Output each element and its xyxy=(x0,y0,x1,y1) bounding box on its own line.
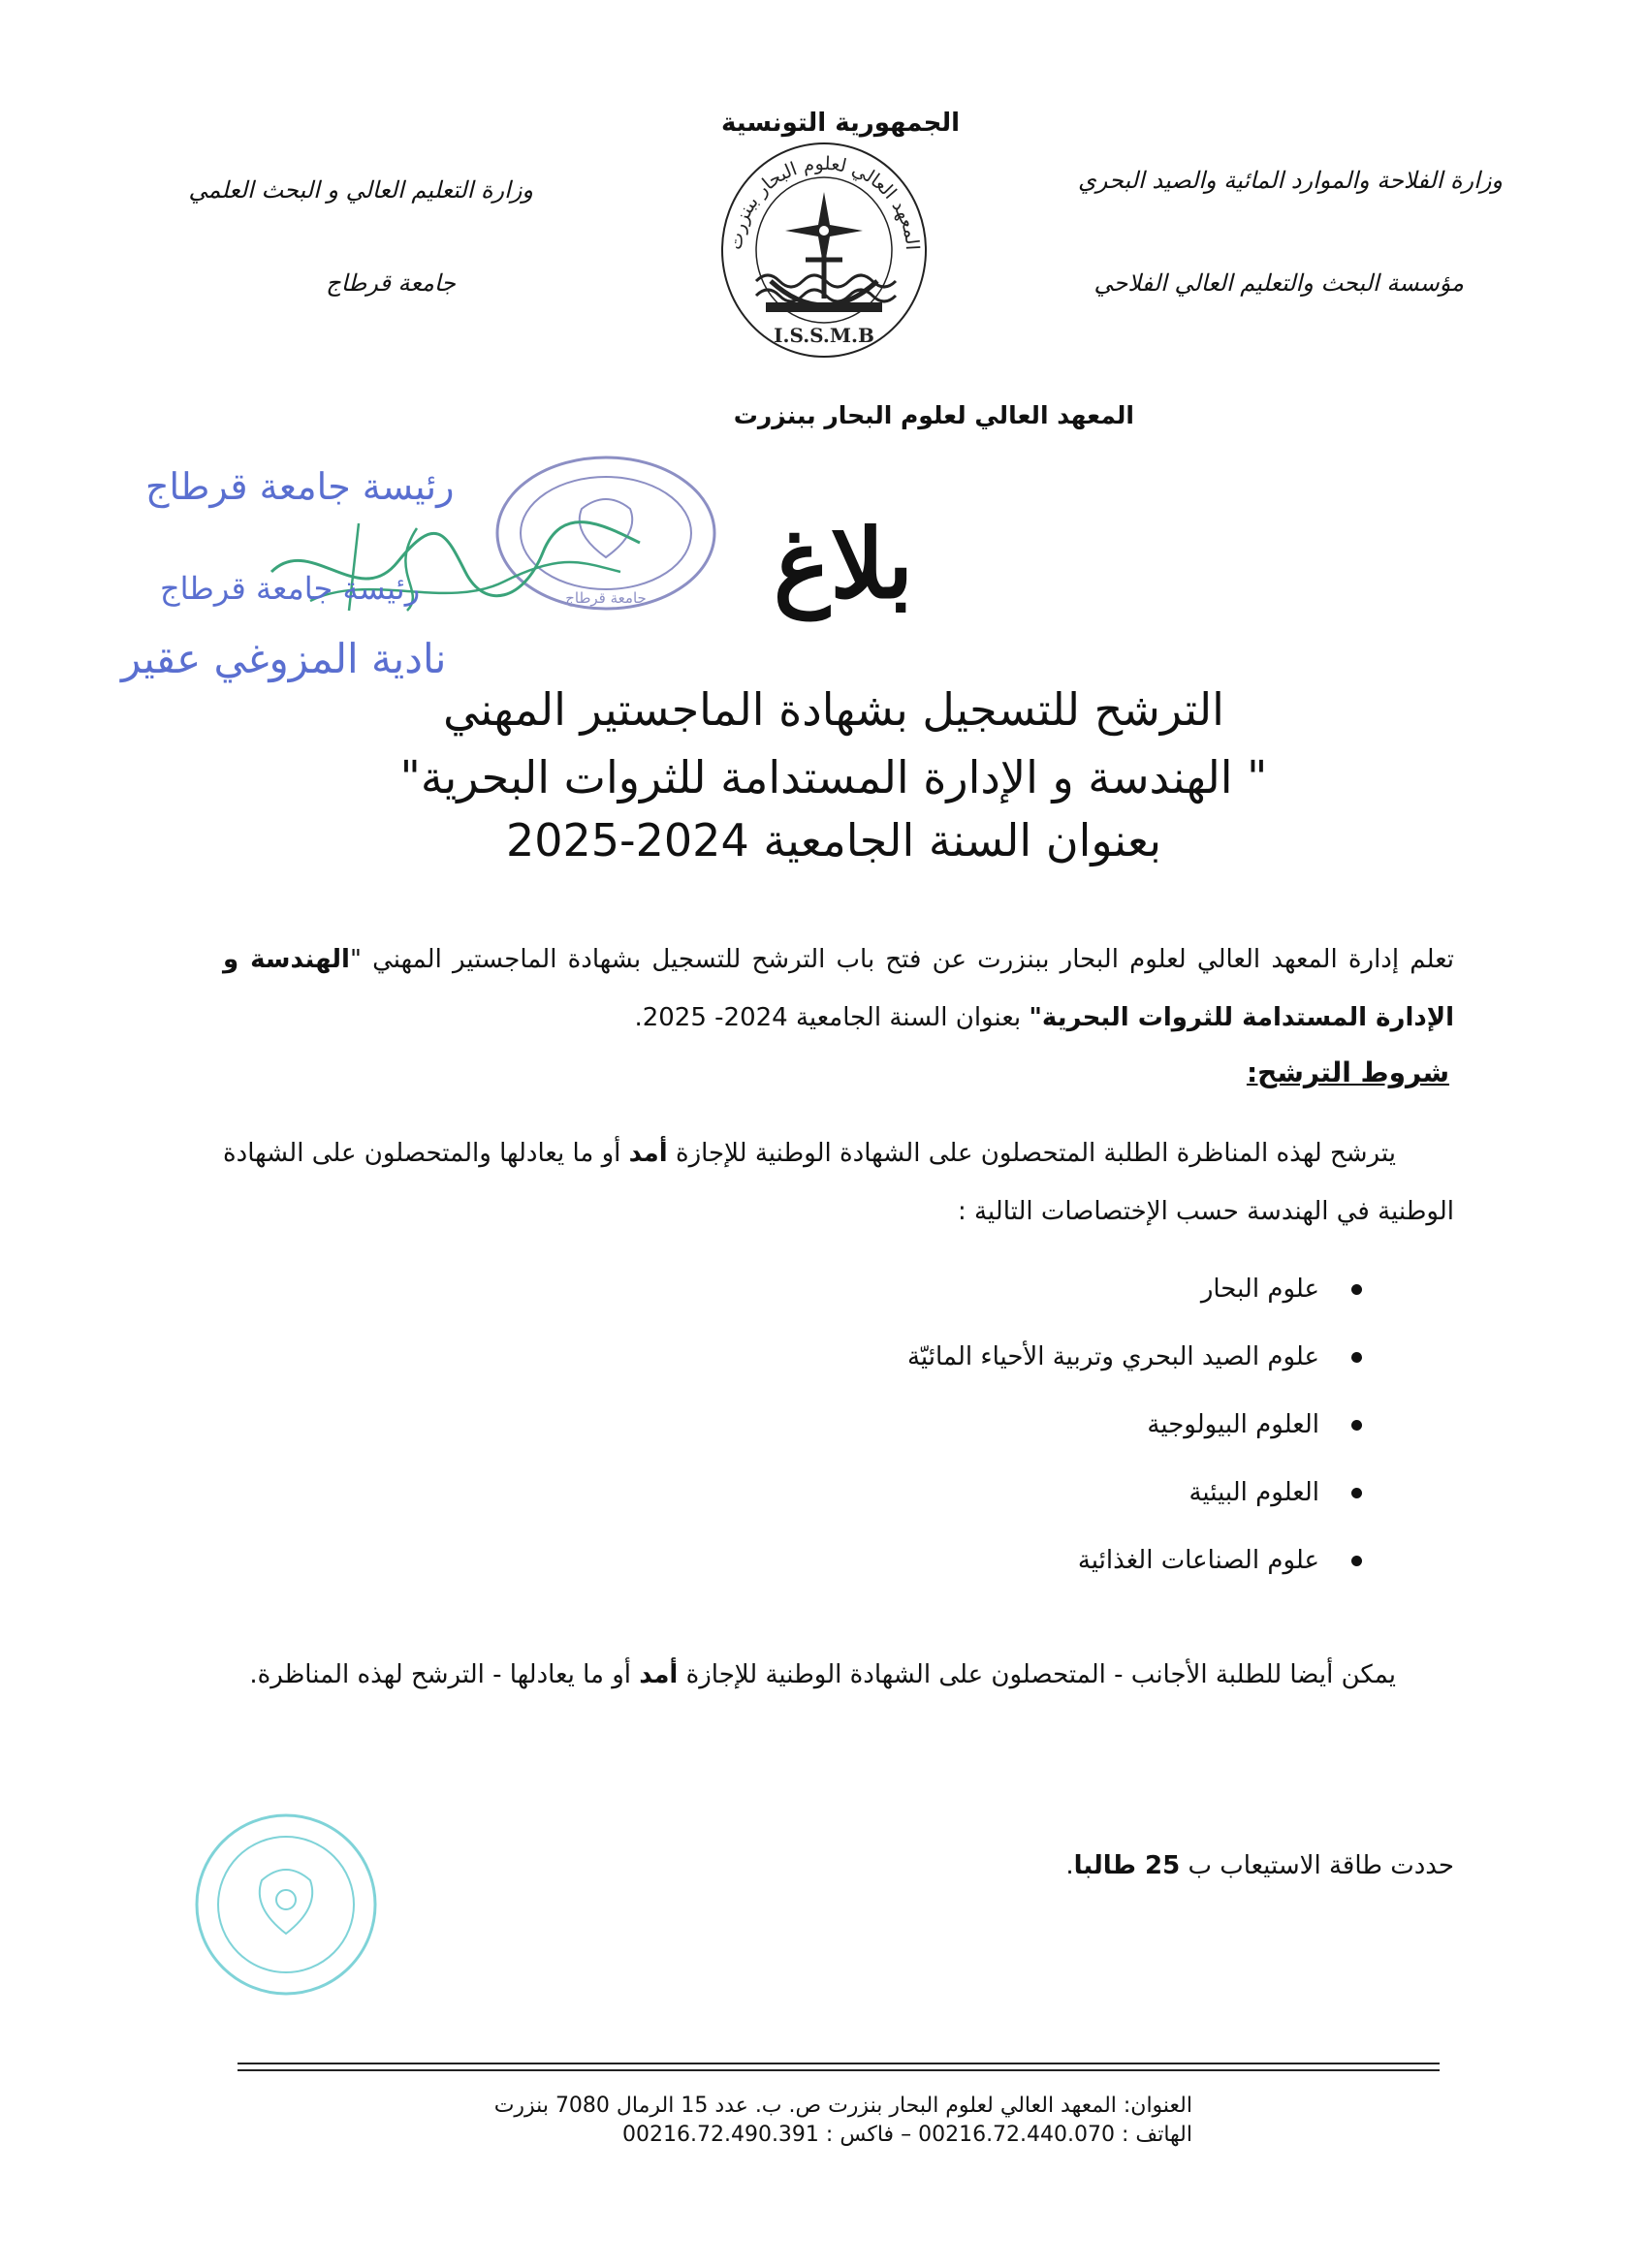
intro-paragraph xyxy=(223,930,1454,1047)
conditions-text-2: أو ما يعادلها والمتحصلون على الشهادة الوطنية في الهندسة حسب الإختصاصات التالية : xyxy=(223,1139,1454,1226)
foreign-text-1: يمكن أيضا للطلبة الأجانب - المتحصلون على الشهادة الوطنية للإجازة xyxy=(678,1660,1396,1689)
subtitle-line-2: " الهندسة و الإدارة المستدامة للثروات البحرية" xyxy=(399,751,1268,803)
bullet-icon xyxy=(1351,1488,1362,1498)
stamp-title-line1: رئيسة جامعة قرطاج xyxy=(145,465,455,508)
intro-year-text: بعنوان السنة الجامعية 2024- 2025. xyxy=(634,1003,1030,1032)
capacity-text: حددت طاقة الاستيعاب ب xyxy=(1180,1851,1454,1880)
stamp-signatory-name: نادية المزوغي عقير xyxy=(121,635,447,682)
capacity-value: 25 طالبا xyxy=(1073,1851,1181,1880)
list-item: علوم الصيد البحري وتربية الأحياء المائيّة xyxy=(683,1323,1362,1391)
footer-divider-2 xyxy=(238,2069,1440,2071)
logo-acronym: I.S.S.M.B xyxy=(774,324,874,347)
institute-logo xyxy=(713,136,935,368)
list-item: العلوم البيولوجية xyxy=(683,1391,1362,1459)
institute-logo-graphic xyxy=(713,136,935,368)
announcement-title: بلاغ xyxy=(773,509,914,620)
bullet-icon xyxy=(1351,1352,1362,1363)
conditions-paragraph xyxy=(223,1124,1454,1241)
seal-caption: جامعة قرطاج xyxy=(565,589,647,607)
list-item: علوم البحار xyxy=(683,1255,1362,1323)
subtitle-line-1: الترشح للتسجيل بشهادة الماجستير المهني xyxy=(443,683,1224,736)
conditions-lmd-bold: أمد xyxy=(628,1139,668,1168)
foreign-text-2: أو ما يعادلها - الترشح لهذه المناظرة. xyxy=(249,1660,640,1689)
institute-name-label: المعهد العالي لعلوم البحار ببنزرت xyxy=(733,401,1134,429)
republic-label: الجمهورية التونسية xyxy=(720,109,961,138)
institute-seal-icon xyxy=(174,1808,397,2001)
intro-program-name: الهندسة و الإدارة المستدامة للثروات البحرية" xyxy=(223,945,1454,1032)
capacity-period: . xyxy=(1065,1851,1074,1880)
stamp-title-line2: رئيسة جامعة قرطاج xyxy=(160,570,421,607)
capacity-line xyxy=(1065,1837,1454,1895)
specialties-list xyxy=(683,1255,1362,1594)
university-carthage-label: جامعة قرطاج xyxy=(326,269,456,297)
footer-address: العنوان: المعهد العالي لعلوم البحار بنزرت ص. ب. عدد 15 الرمال 7080 بنزرت xyxy=(493,2094,1192,2118)
logo-ring-text: المعهد العالي لعلوم البحار ببنزرت xyxy=(724,152,924,251)
list-item: علوم الصناعات الغذائية xyxy=(683,1527,1362,1594)
footer-divider xyxy=(238,2063,1440,2064)
conditions-text-1: يترشح لهذه المناظرة الطلبة المتحصلون على الشهادة الوطنية للإجازة xyxy=(667,1139,1396,1168)
intro-text: تعلم إدارة المعهد العالي لعلوم البحار ببنزرت عن فتح باب الترشح للتسجيل بشهادة الماجستير المهني " xyxy=(349,945,1454,974)
list-item: العلوم البيئية xyxy=(683,1459,1362,1527)
agricultural-research-institution-label: مؤسسة البحث والتعليم العالي الفلاحي xyxy=(1093,269,1464,297)
foreign-lmd-bold: أمد xyxy=(639,1660,679,1689)
ministry-agriculture-label: وزارة الفلاحة والموارد المائية والصيد البحري xyxy=(1077,167,1503,194)
conditions-heading: شروط الترشح: xyxy=(1246,1056,1449,1088)
subtitle-line-3: بعنوان السنة الجامعية 2024-2025 xyxy=(505,814,1162,866)
bullet-icon xyxy=(1351,1420,1362,1431)
bullet-icon xyxy=(1351,1556,1362,1566)
signature-stamp-area xyxy=(107,456,756,717)
footer-phone-fax: الهاتف : 00216.72.440.070 – فاكس : 00216.72.490.391 xyxy=(621,2123,1192,2147)
bullet-icon xyxy=(1351,1284,1362,1295)
foreign-students-paragraph xyxy=(223,1646,1454,1704)
ministry-higher-education-label: وزارة التعليم العالي و البحث العلمي xyxy=(188,176,533,204)
